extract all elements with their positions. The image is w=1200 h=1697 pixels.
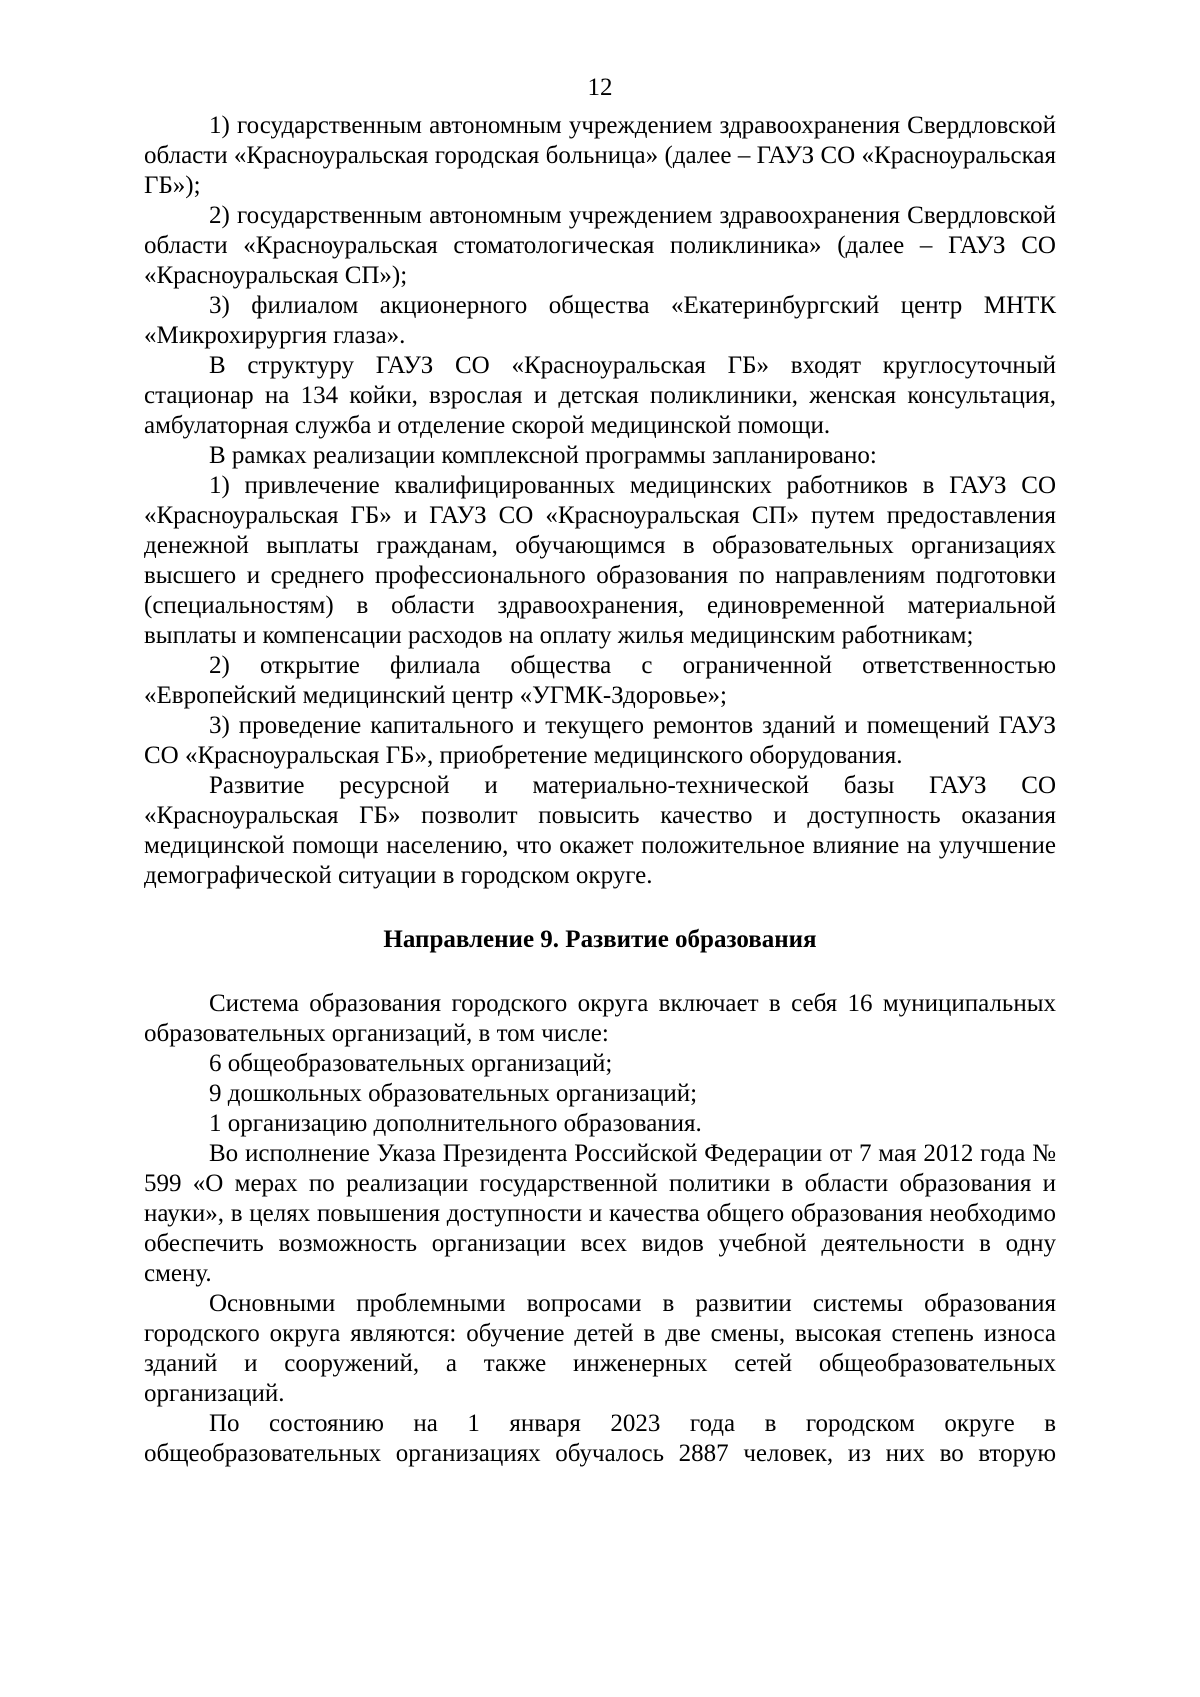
paragraph: 3) филиалом акционерного общества «Екатеринбургский центр МНТК «Микрохирургия глаза».: [144, 292, 1056, 349]
section-heading: Направление 9. Развитие образования: [383, 926, 817, 953]
paragraph: Система образования городского округа включает в себя 16 муниципальных образовательных организаций, в том числе:: [144, 990, 1056, 1047]
paragraph: 1 организацию дополнительного образования.: [209, 1110, 702, 1137]
paragraph: 2) открытие филиала общества с ограниченной ответственностью «Европейский медицинский центр «УГМК-Здоровье»;: [144, 652, 1056, 709]
paragraph: 2) государственным автономным учреждением здравоохранения Свердловской области «Красноуральская стоматологическая поликлиника» (далее – ГАУЗ СО «Красноуральская СП»);: [144, 202, 1056, 289]
paragraph: 9 дошкольных образовательных организаций;: [209, 1080, 698, 1107]
paragraph: 3) проведение капитального и текущего ремонтов зданий и помещений ГАУЗ СО «Красноуральская ГБ», приобретение медицинского оборудования.: [144, 712, 1056, 769]
paragraph: 1) привлечение квалифицированных медицинских работников в ГАУЗ СО «Красноуральская ГБ» и ГАУЗ СО «Красноуральская СП» путем предоставления денежной выплаты гражданам, обучающимся в образовательных организациях высшего и среднего профессионального образования по направлениям подготовки (специальностям) в области здравоохранения, единовременной материальной выплаты и компенсации расходов на оплату жилья медицинским работникам;: [144, 472, 1056, 649]
paragraph: Развитие ресурсной и материально-технической базы ГАУЗ СО «Красноуральская ГБ» позволит повысить качество и доступность оказания медицинской помощи населению, что окажет положительное влияние на улучшение демографической ситуации в городском округе.: [144, 772, 1056, 889]
paragraph: Во исполнение Указа Президента Российской Федерации от 7 мая 2012 года № 599 «О мерах по реализации государственной политики в области образования и науки», в целях повышения доступности и качества общего образования необходимо обеспечить возможность организации всех видов учебной деятельности в одну смену.: [144, 1140, 1056, 1287]
paragraph: По состоянию на 1 января 2023 года в городском округе в общеобразовательных организациях обучалось 2887 человек, из них во вторую: [144, 1410, 1056, 1467]
paragraph: В структуру ГАУЗ СО «Красноуральская ГБ» входят круглосуточный стационар на 134 койки, взрослая и детская поликлиники, женская консультация, амбулаторная служба и отделение скорой медицинской помощи.: [144, 352, 1056, 439]
paragraph: Основными проблемными вопросами в развитии системы образования городского округа являются: обучение детей в две смены, высокая степень износа зданий и сооружений, а также инженерных сетей общеобразовательных организаций.: [144, 1290, 1056, 1407]
document-body: [144, 111, 1056, 1469]
paragraph: 6 общеобразовательных организаций;: [209, 1050, 613, 1077]
paragraph: 1) государственным автономным учреждением здравоохранения Свердловской области «Красноуральская городская больница» (далее – ГАУЗ СО «Красноуральская ГБ»);: [144, 112, 1056, 199]
page-number: 12: [587, 74, 613, 101]
paragraph: В рамках реализации комплексной программы запланировано:: [209, 442, 877, 469]
